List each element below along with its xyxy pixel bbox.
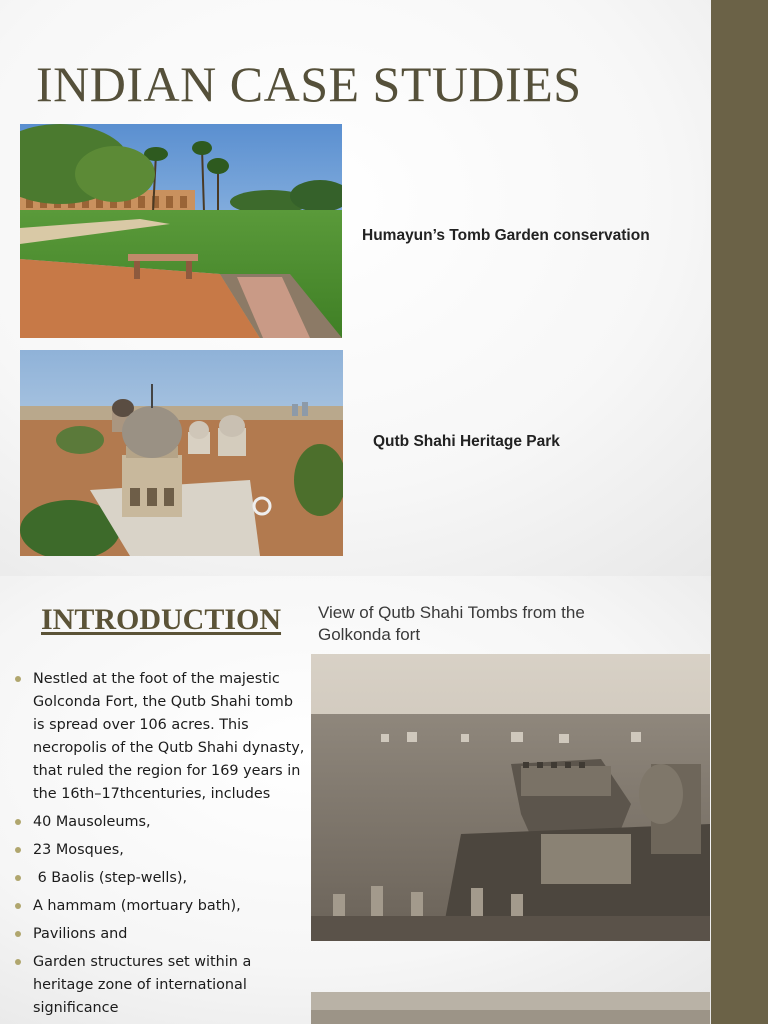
- bullet-item: 6 Baolis (step-wells),: [14, 867, 306, 890]
- bullet-item: Nestled at the foot of the majestic Golconda Fort, the Qutb Shahi tomb is spread over 106 acres. This necropolis of the Qutb Shahi dynasty, that ruled the region for 169 years in the 16th–17thcenturies, includes: [14, 668, 306, 806]
- bullet-item: Garden structures set within a heritage zone of international significance: [14, 951, 306, 1020]
- introduction-bullet-list: [14, 668, 306, 1024]
- introduction-heading: INTRODUCTION: [41, 603, 282, 636]
- humayun-garden-photo: [20, 124, 342, 338]
- golkonda-fort-view-photo: [311, 654, 710, 941]
- slide-title: INDIAN CASE STUDIES: [36, 56, 582, 112]
- bullet-item: 40 Mausoleums,: [14, 811, 306, 834]
- fort-photo-caption: View of Qutb Shahi Tombs from the Golkonda fort: [318, 603, 585, 644]
- case-study-caption-humayun: Humayun’s Tomb Garden conservation: [362, 227, 650, 244]
- case-study-caption-qutb-shahi: Qutb Shahi Heritage Park: [373, 433, 560, 450]
- sidebar-bar: [711, 0, 768, 576]
- qutb-shahi-park-photo: [20, 350, 343, 556]
- bullet-item: Pavilions and: [14, 923, 306, 946]
- bullet-item: A hammam (mortuary bath),: [14, 895, 306, 918]
- sidebar-bar: [711, 576, 768, 1024]
- secondary-photo: [311, 992, 710, 1024]
- bullet-item: 23 Mosques,: [14, 839, 306, 862]
- slide-introduction: [0, 576, 768, 1024]
